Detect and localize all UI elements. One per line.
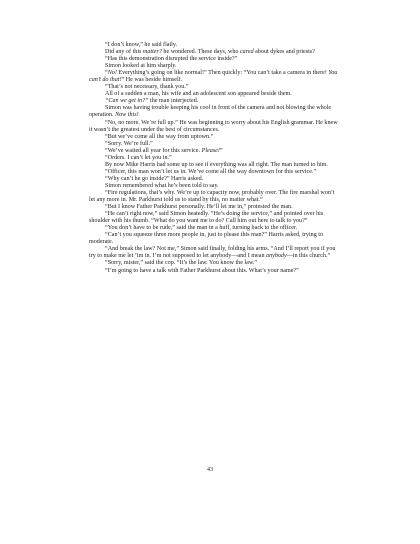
paragraph: “Sorry. We’re full.” (105, 140, 153, 147)
paragraph: “But I know Father Parkhurst personally. He’ll let me in,” protested the man. (105, 204, 293, 211)
paragraph: “That’s not necessary, thank you.” (105, 84, 189, 91)
page-number: 43 (206, 467, 214, 473)
paragraph: Simon was having trouble keeping his cool in front of the camera and not blowing the whole operation. Now this! (89, 105, 332, 119)
paragraph: “Sorry, mister,” said the cop. “It’s the law. You know the law.” (105, 260, 258, 267)
paragraph: By now Mike Harris had some up to see if everything was all right. The man turned to him. (105, 161, 328, 168)
paragraph: “He can’t right now,” said Simon heatedly. “He’s doing the service,” and pointed over his shoulder with his thumb. “What do you want me to do? Call him out here to talk to you?” (89, 211, 324, 225)
paragraph: “No, no more. We’re full up.” He was beginning to worry about his English grammar. He knew it wasn’t the greatest under the best of circumstances. (89, 119, 338, 133)
paragraph: “No! Everything’s going on like normal!” Then quickly: “You can’t take a camera in there! You can’t do that!” He was beside himself. (89, 70, 338, 84)
paragraph: “But we’ve come all the way from uptown.” (105, 133, 214, 140)
paragraph: All of a sudden a man, his wife and an adolescent son appeared beside them. (105, 91, 292, 98)
paragraph: Simon looked at him sharply. (105, 63, 177, 70)
paragraph: Did any of this matter? he wondered. These days, who cared about dykes and priests? (105, 49, 315, 56)
paragraph: “I’m going to have a talk with Father Parkhurst about this. What’s your name?” (105, 267, 299, 274)
paragraph: “I don’t know,” he said flatly. (105, 42, 178, 48)
paragraph: “Can we get in?” the man interjected. (105, 98, 199, 105)
paragraph: “Why can’t he go inside?” Harris asked. (105, 175, 204, 182)
body-text (89, 42, 339, 275)
paragraph: “Can’t you squeeze three more people in, just to please this man?” Harris asked, trying to moderate. (89, 232, 324, 246)
paragraph: “Orders. I can’t let you in.” (105, 154, 172, 161)
paragraph: “And break the law? Not me,” Simon said finally, folding his arms. “And I’ll report you if you try to make me let ’im in. I’m not supposed to let anybody—and I mean anybody—in this church.” (89, 246, 336, 260)
paragraph: “Fire regulations, that’s why. We’re up to capacity now, probably over. The fire marshal won’t let any more in. Mr. Parkhurst told us to stand by this, no matter what.” (89, 189, 335, 204)
paragraph: “We’ve waited all year for this service. Please!” (105, 147, 223, 154)
paragraph: “Officer, this man won’t let us in. We’ve come all the way downtown for this service.” (105, 168, 317, 175)
paragraph: “You don’t have to be rude,” said the man in a huff, turning back to the officer. (105, 225, 298, 232)
paragraph: “Has this demonstration disrupted the service inside?” (105, 56, 238, 63)
paragraph: Simon remembered what he’s been told to say. (105, 182, 219, 189)
